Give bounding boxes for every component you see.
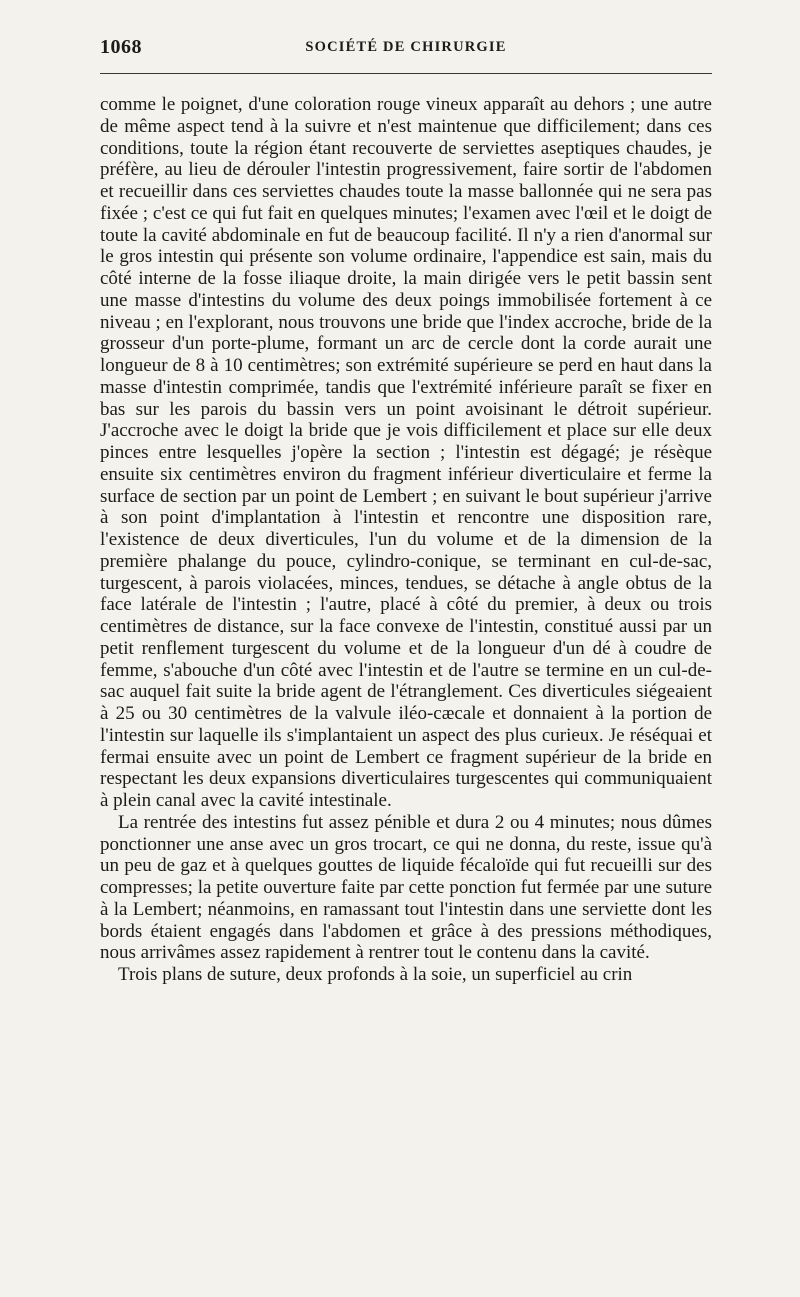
- page-number: 1068: [100, 36, 142, 58]
- running-head: [100, 36, 712, 60]
- paragraph: Trois plans de suture, deux profonds à la soie, un superficiel au crin: [118, 964, 633, 985]
- body-text: [100, 94, 712, 986]
- paragraph-continued: comme le poignet, d'une coloration rouge vineux apparaît au dehors ; une autre de même aspect tend à la suivre et n'est maintenue que difficilement; dans ces conditions, toute la région étant recouverte de serviettes aseptiques chaudes, je préfère, au lieu de dérouler l'intestin progressivement, faire sortir de l'abdomen et recueillir dans ces serviettes chaudes toute la masse ballonnée qui ne sera pas fixée ; c'est ce qui fut fait en quelques minutes; l'examen avec l'œil et le doigt de toute la cavité abdominale en fut de beaucoup facilité. Il n'y a rien d'anormal sur le gros intestin qui présente son volume ordinaire, l'appendice est sain, mais du côté interne de la fosse iliaque droite, la main dirigée vers le petit bassin sent une masse d'intestins du volume des deux poings immobilisée fortement à ce niveau ; en l'explorant, nous trouvons une bride que l'index accroche, bride de la grosseur d'un porte-plume, formant un arc de cercle dont la corde aurait une longueur de 8 à 10 centimètres; son extrémité supérieure se perd en haut dans la masse d'intestin comprimée, tandis que l'extrémité inférieure paraît se fixer en bas sur les parois du bassin vers un point avoisinant le détroit supérieur. J'accroche avec le doigt la bride que je vois difficilement et place sur elle deux pinces entre lesquelles j'opère la section ; l'intestin est dégagé; je résèque ensuite six centimètres environ du fragment inférieur diverticulaire et ferme la surface de section par un point de Lembert ; en suivant le bout supérieur j'arrive à son point d'implantation à l'intestin et rencontre une disposition rare, l'existence de deux diverticules, l'un du volume et de la dimension de la première phalange du pouce, cylindro-conique, se terminant en cul-de-sac, turgescent, à parois violacées, minces, tendues, se détache à angle obtus de la face latérale de l'intestin ; l'autre, placé à côté du premier, à deux ou trois centimètres de distance, sur la face convexe de l'intestin, constitué aussi par un petit renflement turgescent du volume et de la longueur d'un dé à coudre de femme, s'abouche d'un côté avec l'intestin et de l'autre se termine en un cul-de-sac auquel fait suite la bride agent de l'étranglement. Ces diverticules siégeaient à 25 ou 30 centimètres de la valvule iléo-cæcale et donnaient à la portion de l'intestin sur laquelle ils s'implantaient un aspect des plus curieux. Je réséquai et fermai ensuite avec un point de Lembert ce fragment supérieur de la bride en respectant les deux expansions diverticulaires turgescentes qui communiquaient à plein canal avec la cavité intestinale.: [100, 94, 712, 811]
- header-rule: [100, 73, 712, 74]
- journal-title: SOCIÉTÉ DE CHIRURGIE: [305, 39, 507, 55]
- paragraph: La rentrée des intestins fut assez pénible et dura 2 ou 4 minutes; nous dûmes ponctionner une anse avec un gros trocart, ce qui ne donna, du reste, issue qu'à un peu de gaz et à quelques gouttes de liquide fécaloïde qui fut recueilli sur des compresses; la petite ouverture faite par cette ponction fut fermée par une suture à la Lembert; néanmoins, en ramassant tout l'intestin dans une serviette dont les bords étaient engagés dans l'abdomen et grâce à des pressions méthodiques, nous arrivâmes assez rapidement à rentrer tout le contenu dans la cavité.: [100, 811, 712, 964]
